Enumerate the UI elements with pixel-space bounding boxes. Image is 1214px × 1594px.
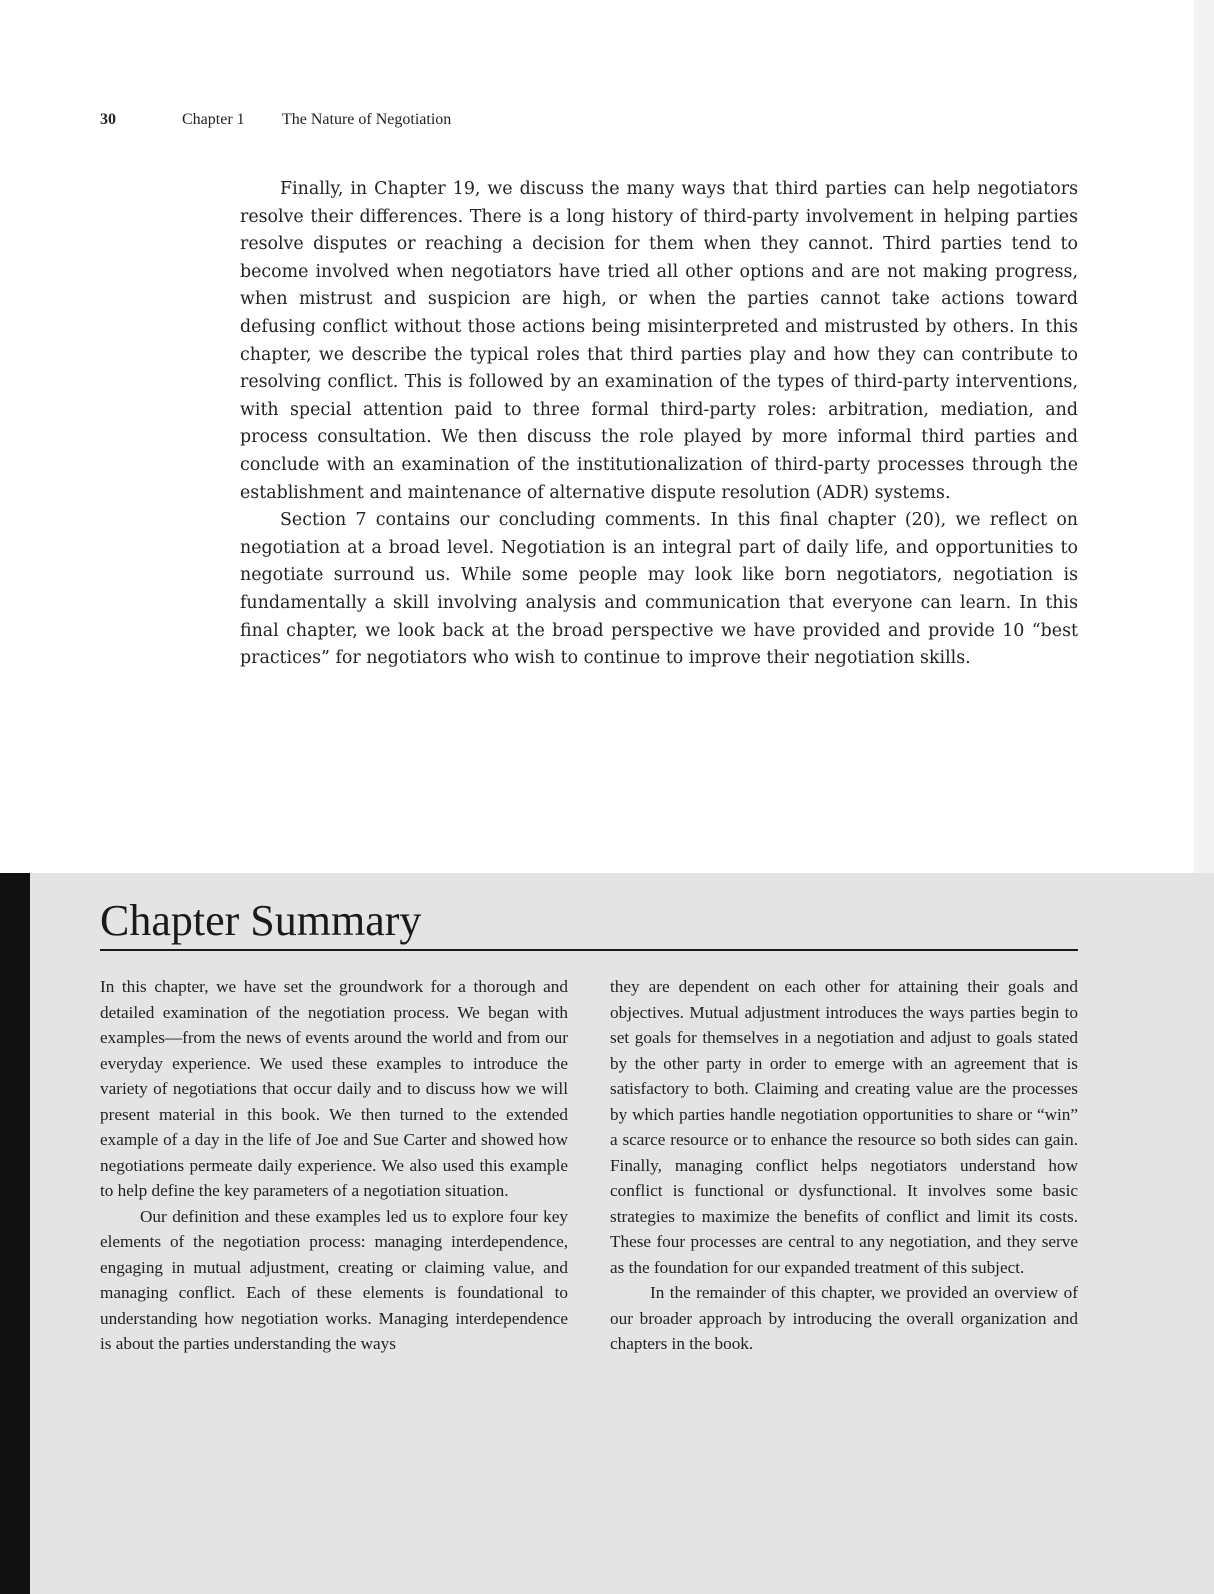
summary-paragraph: they are dependent on each other for attaining their goals and objectives. Mutual adjustment introduces the ways parties begin to set goals for themselves in a negotiation and adjust to goals stated by the other party in order to emerge with an agreement that is satisfactory to both. Claiming and creating value are the processes by which parties handle negotiation opportunities to share or “win” a scarce resource or to enhance the resource so both sides can gain. Finally, managing conflict helps negotiators understand how conflict is functional or dysfunctional. It involves some basic strategies to maximize the benefits of conflict and limit its costs. These four processes are central to any negotiation, and they serve as the foundation for our expanded treatment of this subject. <box>610 977 1078 1277</box>
chapter-title: The Nature of Negotiation <box>282 111 452 128</box>
summary-column-right <box>610 974 1078 1357</box>
chapter-label: Chapter 1 <box>182 111 245 128</box>
summary-paragraph: In this chapter, we have set the groundwork for a thorough and detailed examination of the negotiation process. We began with examples—from the news of events around the world and from our everyday experience. We used these examples to introduce the variety of negotiations that occur daily and to discuss how we will present material in this book. We then turned to the extended example of a day in the life of Joe and Sue Carter and showed how negotiations permeate daily experience. We also used this example to help define the key parameters of a negotiation situation. <box>100 977 568 1200</box>
body-text <box>240 176 1078 673</box>
summary-paragraph: In the remainder of this chapter, we provided an overview of our broader approach by introducing the overall organization and chapters in the book. <box>610 1283 1078 1353</box>
summary-heading: Chapter Summary <box>100 895 1078 951</box>
body-paragraph: Section 7 contains our concluding comments. In this final chapter (20), we reflect on negotiation at a broad level. Negotiation is an integral part of daily life, and opportunities to negotiate surround us. While some people may look like born negotiators, negotiation is fundamentally a skill involving analysis and communication that everyone can learn. In this final chapter, we look back at the broad perspective we have provided and provide 10 “best practices” for negotiators who wish to continue to improve their negotiation skills. <box>240 510 1078 669</box>
chapter-summary-box <box>0 873 1214 1594</box>
page-number: 30 <box>100 111 116 128</box>
summary-column-left <box>100 974 568 1357</box>
body-paragraph: Finally, in Chapter 19, we discuss the many ways that third parties can help negotiators resolve their differences. There is a long history of third-party involvement in helping parties resolve disputes or reaching a decision for them when they cannot. Third parties tend to become involved when negotiators have tried all other options and are not making progress, when mistrust and suspicion are high, or when the parties cannot take actions toward defusing conflict without those actions being misinterpreted and mistrusted by others. In this chapter, we describe the typical roles that third parties play and how they can contribute to resolving conflict. This is followed by an examination of the types of third-party interventions, with special attention paid to three formal third-party roles: arbitration, mediation, and process consultation. We then discuss the role played by more informal third parties and conclude with an examination of the institutionalization of third-party processes through the establishment and maintenance of alternative dispute resolution (ADR) systems. <box>240 179 1078 503</box>
summary-paragraph: Our definition and these examples led us to explore four key elements of the negotiation process: managing interdependence, engaging in mutual adjustment, creating or claiming value, and managing conflict. Each of these elements is foundational to understanding how negotiation works. Managing interdependence is about the parties understanding the ways <box>100 1206 568 1353</box>
summary-side-bar <box>0 873 30 1594</box>
